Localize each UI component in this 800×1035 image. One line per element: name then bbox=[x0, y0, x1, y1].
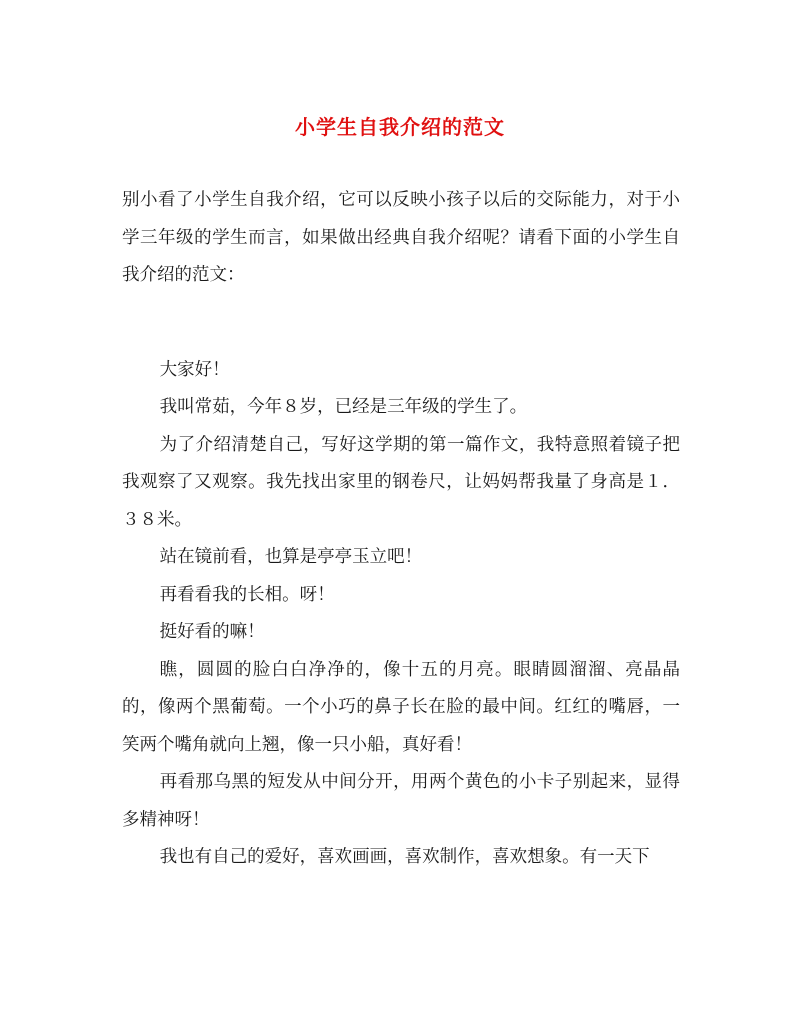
paragraph-hobbies: 我也有自己的爱好，喜欢画画，喜欢制作，喜欢想象。有一天下 bbox=[159, 847, 650, 867]
paragraph-name-age: 我叫常茹，今年８岁，已经是三年级的学生了。 bbox=[159, 397, 528, 417]
paragraph-looks: 再看看我的长相。呀！ bbox=[159, 584, 335, 605]
paragraph-pretty: 挺好看的嘛！ bbox=[159, 622, 265, 642]
paragraph-greeting: 大家好！ bbox=[159, 359, 230, 380]
paragraph-hair: 再看那乌黑的短发从中间分开，用两个黄色的小卡子别起来，显得多精神呀！ bbox=[122, 772, 680, 830]
intro-paragraph: 别小看了小学生自我介绍，它可以反映小孩子以后的交际能力，对于小学三年级的学生而言，如果做出经典自我介绍呢？请看下面的小学生自我介绍的范文： bbox=[122, 190, 680, 285]
paragraph-spacer bbox=[122, 295, 680, 352]
document-title: 小学生自我介绍的范文 bbox=[295, 115, 505, 139]
paragraph-standing: 站在镜前看，也算是亭亭玉立吧！ bbox=[159, 547, 423, 567]
document-body bbox=[122, 182, 680, 877]
paragraph-mirror: 为了介绍清楚自己，写好这学期的第一篇作文，我特意照着镜子把我观察了又观察。我先找出家里的钢卷尺，让妈妈帮我量了身高是１．３８米。 bbox=[122, 434, 680, 530]
paragraph-face: 瞧，圆圆的脸白白净净的，像十五的月亮。眼睛圆溜溜、亮晶晶的，像两个黑葡萄。一个小巧的鼻子长在脸的最中间。红红的嘴唇，一笑两个嘴角就向上翘，像一只小船，真好看！ bbox=[122, 659, 680, 755]
